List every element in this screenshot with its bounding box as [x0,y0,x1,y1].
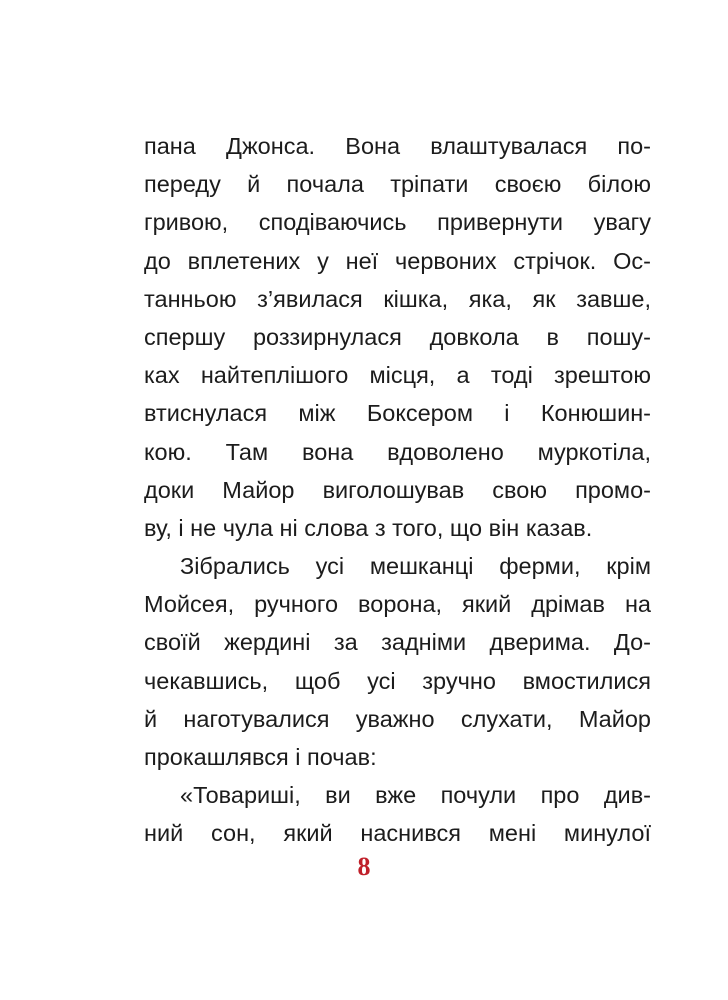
text-line: й наготувалися уважно слухати, Майор [144,705,651,732]
text-line: своїй жердині за задніми дверима. До- [144,629,651,656]
text-line: доки Майор виголошував свою промо- [144,476,651,503]
text-line: ний сон, який наснився мені минулої [144,820,651,847]
text-line: пана Джонса. Вона влаштувалася по- [144,133,651,159]
text-line: кою. Там вона вдоволено муркотіла, [144,438,651,465]
text-line: втиснулася між Боксером і Конюшин- [144,400,651,427]
text-line: спершу роззирнулася довкола в пошу- [144,323,651,350]
body-text [144,127,651,853]
text-line: чекавшись, щоб усі зручно вмостилися [144,667,651,694]
text-line: Мойсея, ручного ворона, який дрімав на [144,591,651,618]
text-line: танньою з’явилася кішка, яка, як завше, [144,285,651,312]
text-line: гривою, сподіваючись привернути увагу [144,209,651,236]
text-line: прокашлявся і почав: [144,744,377,770]
page-number: 8 [357,852,371,881]
text-line: переду й почала тріпати своєю білою [144,171,651,198]
text-line: до вплетених у неї червоних стрічок. Ос- [144,247,651,274]
text-line: ках найтеплішого місця, а тоді зрештою [144,362,651,389]
text-line: «Товариші, ви вже почули про див- [180,782,651,809]
text-line: Зібрались усі мешканці ферми, крім [180,553,651,580]
text-line: ву, і не чула ні слова з того, що він казав. [144,514,593,541]
